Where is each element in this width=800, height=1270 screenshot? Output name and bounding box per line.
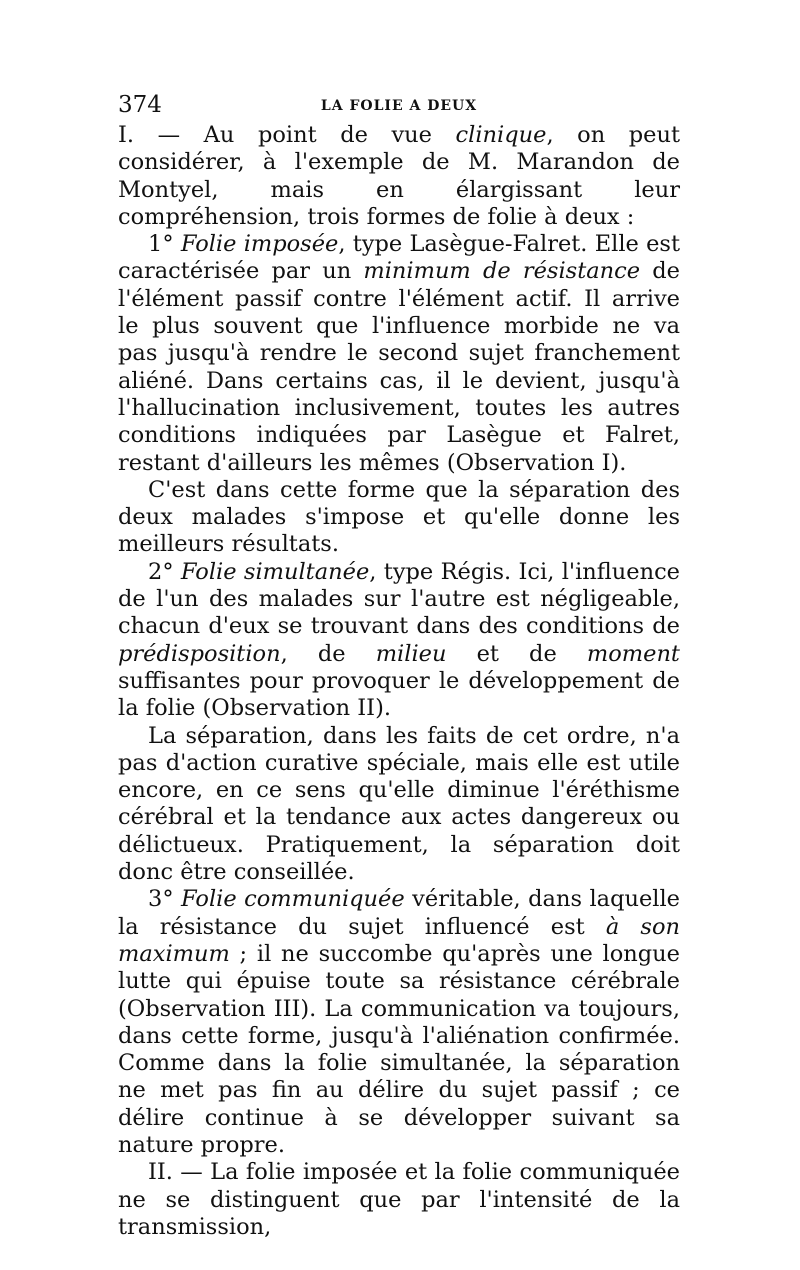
italic-text: Folie simultanée — [180, 558, 370, 585]
text-segment: ; il ne succombe qu'après une longue lutte qui épuise toute sa résistance cérébrale (Observation III). La communication va toujours, dans cette forme, jusqu'à l'aliénation confirmée. Comme dans la folie simultanée, la séparation ne met pas fin au délire du sujet passif ; ce délire continue à se développer suivant sa nature propre. — [118, 940, 680, 1158]
text-segment: II. — La folie imposée et la folie communiquée ne se distinguent que par l'intensité de la transmission, — [118, 1159, 680, 1240]
page-header — [118, 92, 680, 118]
running-title: LA FOLIE A DEUX — [320, 98, 478, 114]
text-segment: , on peut considérer, à l'exemple de M. Marandon de Montyel, mais en élargissant leur compréhension, trois formes de folie à deux : — [118, 122, 680, 230]
paragraph — [118, 231, 680, 477]
page-number: 374 — [118, 92, 162, 118]
italic-text: à son maximum — [118, 913, 680, 967]
italic-text: Folie communiquée — [181, 886, 405, 913]
text-segment: , type Lasègue-Falret. Elle est caractérisée par un — [118, 231, 680, 285]
text-segment: C'est dans cette forme que la séparation des deux malades s'impose et qu'elle donne les meilleurs résultats. — [118, 476, 680, 558]
paragraph — [118, 559, 680, 723]
paragraph — [118, 1159, 680, 1241]
paragraph — [118, 886, 680, 1159]
paragraph — [118, 122, 680, 231]
text-segment: La séparation, dans les faits de cet ordre, n'a pas d'action curative spéciale, mais elle est utile encore, en ce sens qu'elle diminue l'éréthisme cérébral et la tendance aux actes dangereux ou délictueux. Pratiquement, la séparation doit donc être conseillée. — [118, 722, 680, 886]
text-segment: I. — Au point de vue — [118, 122, 456, 148]
italic-text: moment — [586, 640, 680, 667]
text-segment: 2° — [148, 558, 181, 585]
paragraph — [118, 723, 680, 887]
text-segment: , type Régis. Ici, l'influence de l'un des malades sur l'autre est négligeable, chacun d'eux se trouvant dans des conditions de — [118, 558, 680, 640]
italic-text: milieu — [375, 640, 447, 667]
text-segment: suffisantes pour provoquer le développement de la folie (Observation II). — [118, 667, 680, 722]
text-segment: et de — [446, 640, 587, 667]
paragraph — [118, 477, 680, 559]
text-segment: 1° — [148, 231, 181, 258]
body-text — [118, 122, 680, 1241]
italic-text: clinique — [455, 122, 547, 148]
text-segment: de l'élément passif contre l'élément actif. Il arrive le plus souvent que l'influence morbide ne va pas jusqu'à rendre le second sujet franchement aliéné. Dans certains cas, il le devient, jusqu'à l'hallucination inclusivement, toutes les autres conditions indiquées par Lasègue et Falret, restant d'ailleurs les mêmes (Observation I). — [118, 258, 680, 476]
text-segment: véritable, dans laquelle la résistance du sujet influencé est — [118, 886, 681, 940]
italic-text: prédisposition — [118, 640, 281, 667]
text-segment: 3° — [148, 886, 182, 913]
italic-text: minimum de résistance — [363, 258, 641, 285]
italic-text: Folie imposée — [180, 231, 339, 258]
text-segment: , de — [280, 640, 376, 667]
